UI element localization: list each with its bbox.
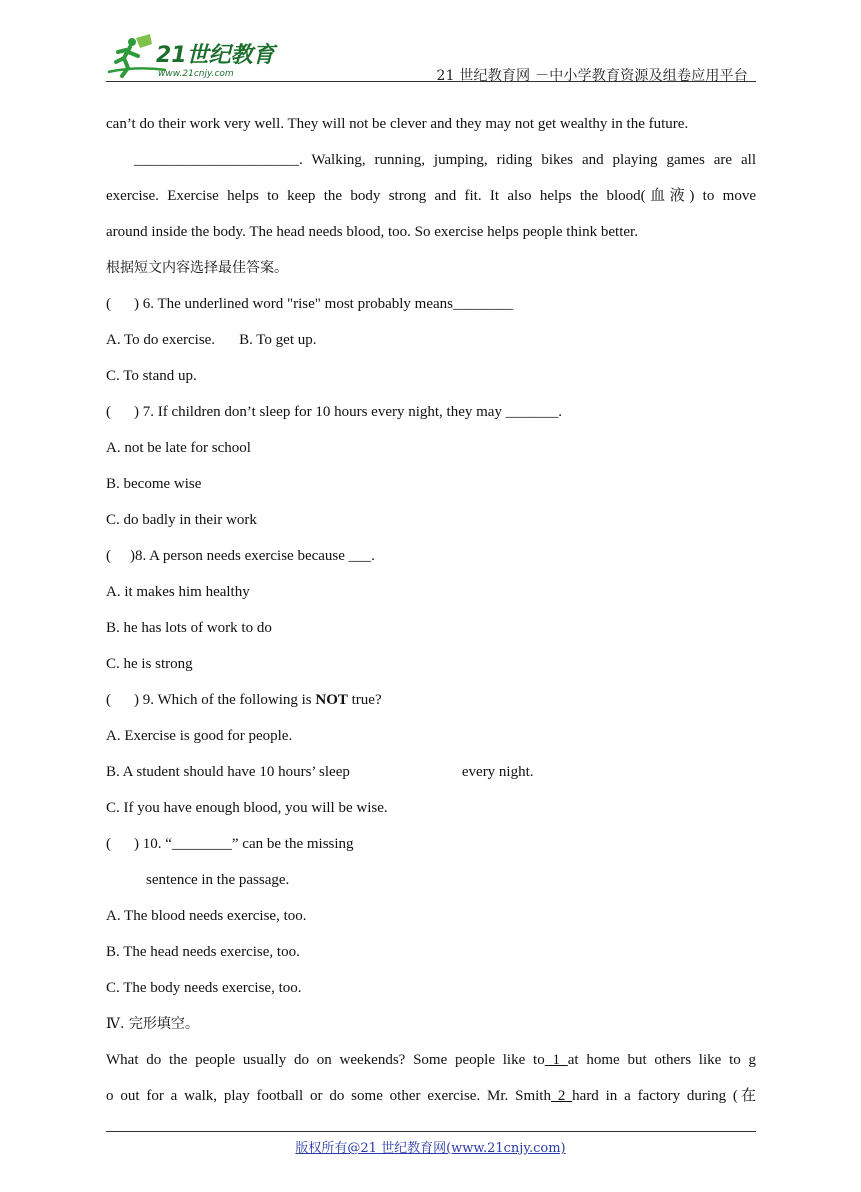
passage-blank: ______________________ xyxy=(134,152,299,168)
option-b-text-end: every night. xyxy=(461,764,534,780)
answer-paren: ( xyxy=(106,548,111,564)
option-b xyxy=(106,762,534,782)
instruction: 根据短文内容选择最佳答案。 xyxy=(106,260,288,276)
option-b: B. To get up. xyxy=(239,332,317,348)
passage-line-2-text: . Walking, running, jumping, riding bikes and playing games are all xyxy=(299,152,756,168)
question-9-emphasis: NOT xyxy=(315,692,348,708)
answer-paren: ( xyxy=(106,836,111,852)
footer-rule xyxy=(106,1131,756,1132)
passage-line-3: exercise. Exercise helps to keep the body strong and fit. It also helps the blood(血液) to move xyxy=(106,188,756,204)
answer-paren: ( xyxy=(106,404,111,420)
question-6-text: ) 6. The underlined word "rise" most probably means________ xyxy=(134,296,513,312)
question-9 xyxy=(106,690,382,710)
passage-line-4: around inside the body. The head needs blood, too. So exercise helps people think better. xyxy=(106,224,638,240)
option-c: C. If you have enough blood, you will be wise. xyxy=(106,800,388,816)
cloze-text-end: at home but others like to g xyxy=(567,1052,757,1068)
cloze-text-end: hard in a factory during (在 xyxy=(572,1088,757,1104)
question-8-text: )8. A person needs exercise because ___. xyxy=(130,548,375,564)
header-rule xyxy=(106,81,756,82)
cloze-blank-2: 2 xyxy=(550,1088,573,1104)
option-a: A. Exercise is good for people. xyxy=(106,728,293,744)
question-10-text-cont: sentence in the passage. xyxy=(146,872,290,888)
option-b-text: B. A student should have 10 hours’ sleep xyxy=(106,764,350,780)
option-c: C. he is strong xyxy=(106,656,193,672)
option-b: B. become wise xyxy=(106,476,202,492)
passage-line-2 xyxy=(134,150,756,170)
logo-graphic xyxy=(106,32,286,80)
option-b: B. The head needs exercise, too. xyxy=(106,944,300,960)
passage-line-1: can’t do their work very well. They will not be clever and they may not get wealthy in the future. xyxy=(106,116,689,132)
answer-paren: ( xyxy=(106,296,111,312)
option-b: B. he has lots of work to do xyxy=(106,620,272,636)
page-header xyxy=(106,30,756,82)
question-10-text: ) 10. “________” can be the missing xyxy=(134,836,354,852)
question-7 xyxy=(106,402,562,422)
header-tagline: 21 世纪教育网 －中小学教育资源及组卷应用平台 xyxy=(436,68,748,84)
question-8 xyxy=(106,546,375,566)
logo-text: 21世纪教育 xyxy=(156,43,275,68)
question-6-options xyxy=(106,330,317,350)
option-c: C. do badly in their work xyxy=(106,512,257,528)
cloze-line-1 xyxy=(106,1050,756,1070)
answer-paren: ( xyxy=(106,692,111,708)
site-logo xyxy=(106,32,286,80)
logo-url: www.21cnjy.com xyxy=(158,69,234,79)
footer-copyright-link[interactable]: 版权所有@21 世纪教育网(www.21cnjy.com) xyxy=(295,1141,566,1156)
option-a: A. not be late for school xyxy=(106,440,251,456)
option-c: C. The body needs exercise, too. xyxy=(106,980,302,996)
question-10 xyxy=(106,834,354,854)
option-a: A. The blood needs exercise, too. xyxy=(106,908,307,924)
question-9-text-end: true? xyxy=(347,692,382,708)
option-a: A. To do exercise. xyxy=(106,332,216,348)
cloze-text: What do the people usually do on weekends? Some people like to xyxy=(106,1052,545,1068)
cloze-line-2 xyxy=(106,1086,756,1106)
question-6 xyxy=(106,294,513,314)
option-a: A. it makes him healthy xyxy=(106,584,250,600)
question-7-text: ) 7. If children don’t sleep for 10 hours every night, they may _______. xyxy=(134,404,562,420)
cloze-text: o out for a walk, play football or do some other exercise. Mr. Smith xyxy=(106,1088,551,1104)
section-heading: Ⅳ. 完形填空。 xyxy=(106,1016,199,1032)
cloze-blank-1: 1 xyxy=(544,1052,568,1068)
question-9-text: ) 9. Which of the following is xyxy=(134,692,316,708)
option-c: C. To stand up. xyxy=(106,368,197,384)
